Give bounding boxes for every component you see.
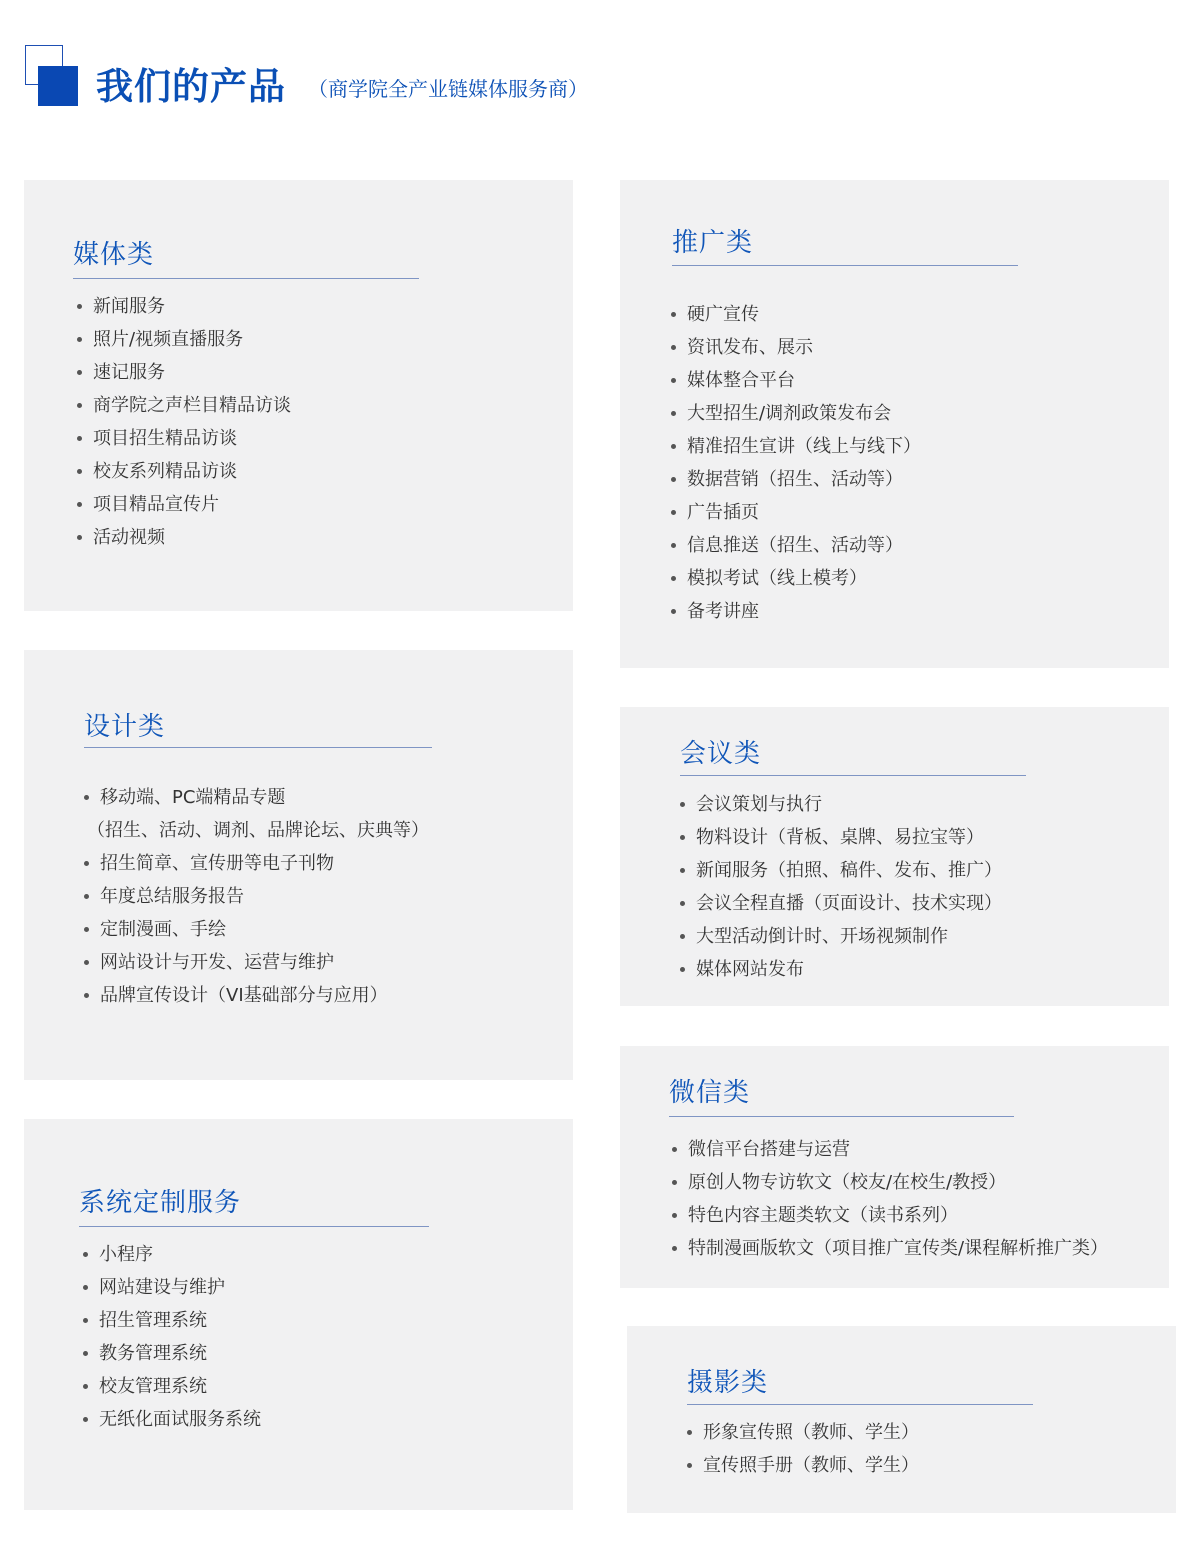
list-item: 硬广宣传 bbox=[670, 298, 921, 331]
list-item: 微信平台搭建与运营 bbox=[671, 1133, 1108, 1166]
list-item: 备考讲座 bbox=[670, 595, 921, 628]
list-item: 特色内容主题类软文（读书系列） bbox=[671, 1199, 1108, 1232]
card-wechat bbox=[620, 1046, 1169, 1288]
list-item: 招生管理系统 bbox=[82, 1304, 261, 1337]
page-title: 我们的产品 bbox=[96, 65, 286, 108]
list-item: 新闻服务（拍照、稿件、发布、推广） bbox=[679, 854, 1002, 887]
list-photo bbox=[686, 1416, 919, 1482]
list-item: 信息推送（招生、活动等） bbox=[670, 529, 921, 562]
list-item: 广告插页 bbox=[670, 496, 921, 529]
list-item: 原创人物专访软文（校友/在校生/教授） bbox=[671, 1166, 1108, 1199]
list-item: 无纸化面试服务系统 bbox=[82, 1403, 261, 1436]
logo-mark bbox=[25, 45, 79, 107]
card-conference bbox=[620, 707, 1169, 1006]
list-item: 小程序 bbox=[82, 1238, 261, 1271]
list-design bbox=[83, 781, 429, 1012]
list-item: 会议全程直播（页面设计、技术实现） bbox=[679, 887, 1002, 920]
list-item: 品牌宣传设计（VI基础部分与应用） bbox=[83, 979, 429, 1012]
list-item: 项目招生精品访谈 bbox=[76, 422, 291, 455]
card-title-system: 系统定制服务 bbox=[79, 1188, 242, 1218]
list-item: 活动视频 bbox=[76, 521, 291, 554]
card-title-conference: 会议类 bbox=[680, 739, 762, 769]
card-system bbox=[24, 1119, 573, 1510]
divider bbox=[79, 1226, 429, 1227]
list-item: 年度总结服务报告 bbox=[83, 880, 429, 913]
card-title-wechat: 微信类 bbox=[669, 1078, 751, 1108]
list-item: 数据营销（招生、活动等） bbox=[670, 463, 921, 496]
list-item: 网站建设与维护 bbox=[82, 1271, 261, 1304]
list-system bbox=[82, 1238, 261, 1436]
list-item: 模拟考试（线上模考） bbox=[670, 562, 921, 595]
card-photo bbox=[627, 1326, 1176, 1513]
list-wechat bbox=[671, 1133, 1108, 1265]
divider bbox=[84, 747, 432, 748]
list-promotion bbox=[670, 298, 921, 628]
list-item: 移动端、PC端精品专题 bbox=[83, 781, 429, 814]
page-subtitle: （商学院全产业链媒体服务商） bbox=[308, 77, 588, 101]
list-item: 大型活动倒计时、开场视频制作 bbox=[679, 920, 1002, 953]
list-item: 招生简章、宣传册等电子刊物 bbox=[83, 847, 429, 880]
card-title-promotion: 推广类 bbox=[672, 228, 754, 258]
card-promotion bbox=[620, 180, 1169, 668]
list-item: 网站设计与开发、运营与维护 bbox=[83, 946, 429, 979]
list-item: 资讯发布、展示 bbox=[670, 331, 921, 364]
list-item: 物料设计（背板、桌牌、易拉宝等） bbox=[679, 821, 1002, 854]
card-title-design: 设计类 bbox=[84, 712, 166, 742]
list-item: 宣传照手册（教师、学生） bbox=[686, 1449, 919, 1482]
divider bbox=[687, 1404, 1033, 1405]
list-item: 校友管理系统 bbox=[82, 1370, 261, 1403]
list-item: 项目精品宣传片 bbox=[76, 488, 291, 521]
card-title-photo: 摄影类 bbox=[687, 1368, 769, 1398]
logo-solid-square bbox=[38, 66, 78, 106]
card-title-media: 媒体类 bbox=[73, 240, 155, 270]
list-item: 照片/视频直播服务 bbox=[76, 323, 291, 356]
list-item: 精准招生宣讲（线上与线下） bbox=[670, 430, 921, 463]
list-item: 商学院之声栏目精品访谈 bbox=[76, 389, 291, 422]
list-item: 形象宣传照（教师、学生） bbox=[686, 1416, 919, 1449]
list-item: 校友系列精品访谈 bbox=[76, 455, 291, 488]
list-item: 特制漫画版软文（项目推广宣传类/课程解析推广类） bbox=[671, 1232, 1108, 1265]
list-item: 新闻服务 bbox=[76, 290, 291, 323]
divider bbox=[73, 278, 419, 279]
card-design bbox=[24, 650, 573, 1080]
list-item-continuation: （招生、活动、调剂、品牌论坛、庆典等） bbox=[87, 820, 429, 841]
divider bbox=[680, 775, 1026, 776]
list-item: 媒体整合平台 bbox=[670, 364, 921, 397]
list-item: 会议策划与执行 bbox=[679, 788, 1002, 821]
divider bbox=[669, 1116, 1014, 1117]
divider bbox=[672, 265, 1018, 266]
list-item: 速记服务 bbox=[76, 356, 291, 389]
list-conference bbox=[679, 788, 1002, 986]
card-media bbox=[24, 180, 573, 611]
list-item: 定制漫画、手绘 bbox=[83, 913, 429, 946]
list-media bbox=[76, 290, 291, 554]
list-item: 媒体网站发布 bbox=[679, 953, 1002, 986]
list-item: 教务管理系统 bbox=[82, 1337, 261, 1370]
list-item: 大型招生/调剂政策发布会 bbox=[670, 397, 921, 430]
